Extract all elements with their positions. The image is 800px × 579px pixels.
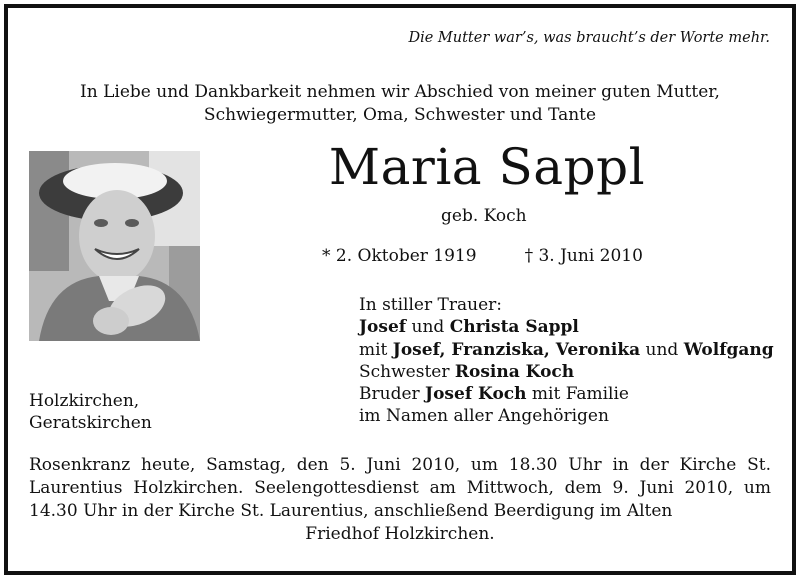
birth-name: geb. Koch — [441, 206, 527, 226]
place-1: Holzkirchen, — [29, 391, 140, 411]
mourners-heading: In stiller Trauer: — [359, 295, 502, 315]
intro-text — [0, 81, 800, 127]
places — [29, 390, 152, 435]
mourner-line-1: Josef und Christa Sappl — [359, 317, 579, 338]
motto-quote: Die Mutter war’s, was braucht’s der Worte mehr. — [408, 30, 770, 46]
service-text-last-line: Friedhof Holzkirchen. — [305, 524, 495, 544]
death-date: † 3. Juni 2010 — [524, 246, 643, 266]
intro-line-2: Schwiegermutter, Oma, Schwester und Tante — [203, 105, 597, 125]
mourner-line-3: Schwester Rosina Koch — [359, 361, 575, 382]
service-text: Rosenkranz heute, Samstag, den 5. Juni 2010, um 18.30 Uhr in der Kirche St. Laurentius Holzkirchen. Seelengottesdienst am Mittwoch, dem 9. Juni 2010, um 14.30 Uhr in der Kirche St. Laurentius, anschließend Beerdigung im Alten — [29, 455, 771, 521]
place-2: Geratskirchen — [29, 413, 152, 434]
life-dates — [322, 246, 643, 266]
mourner-line-4: Bruder Josef Koch mit Familie — [359, 384, 629, 405]
intro-line-1: In Liebe und Dankbarkeit nehmen wir Abschied von meiner guten Mutter, — [80, 82, 720, 102]
mourner-line-5: im Namen aller Angehörigen — [359, 406, 609, 427]
mourners-list — [359, 294, 774, 428]
mourner-line-2: mit Josef, Franziska, Veronika und Wolfgang — [359, 339, 774, 360]
deceased-name: Maria Sappl — [328, 138, 646, 196]
service-info — [29, 454, 771, 546]
birth-date: * 2. Oktober 1919 — [322, 246, 477, 266]
